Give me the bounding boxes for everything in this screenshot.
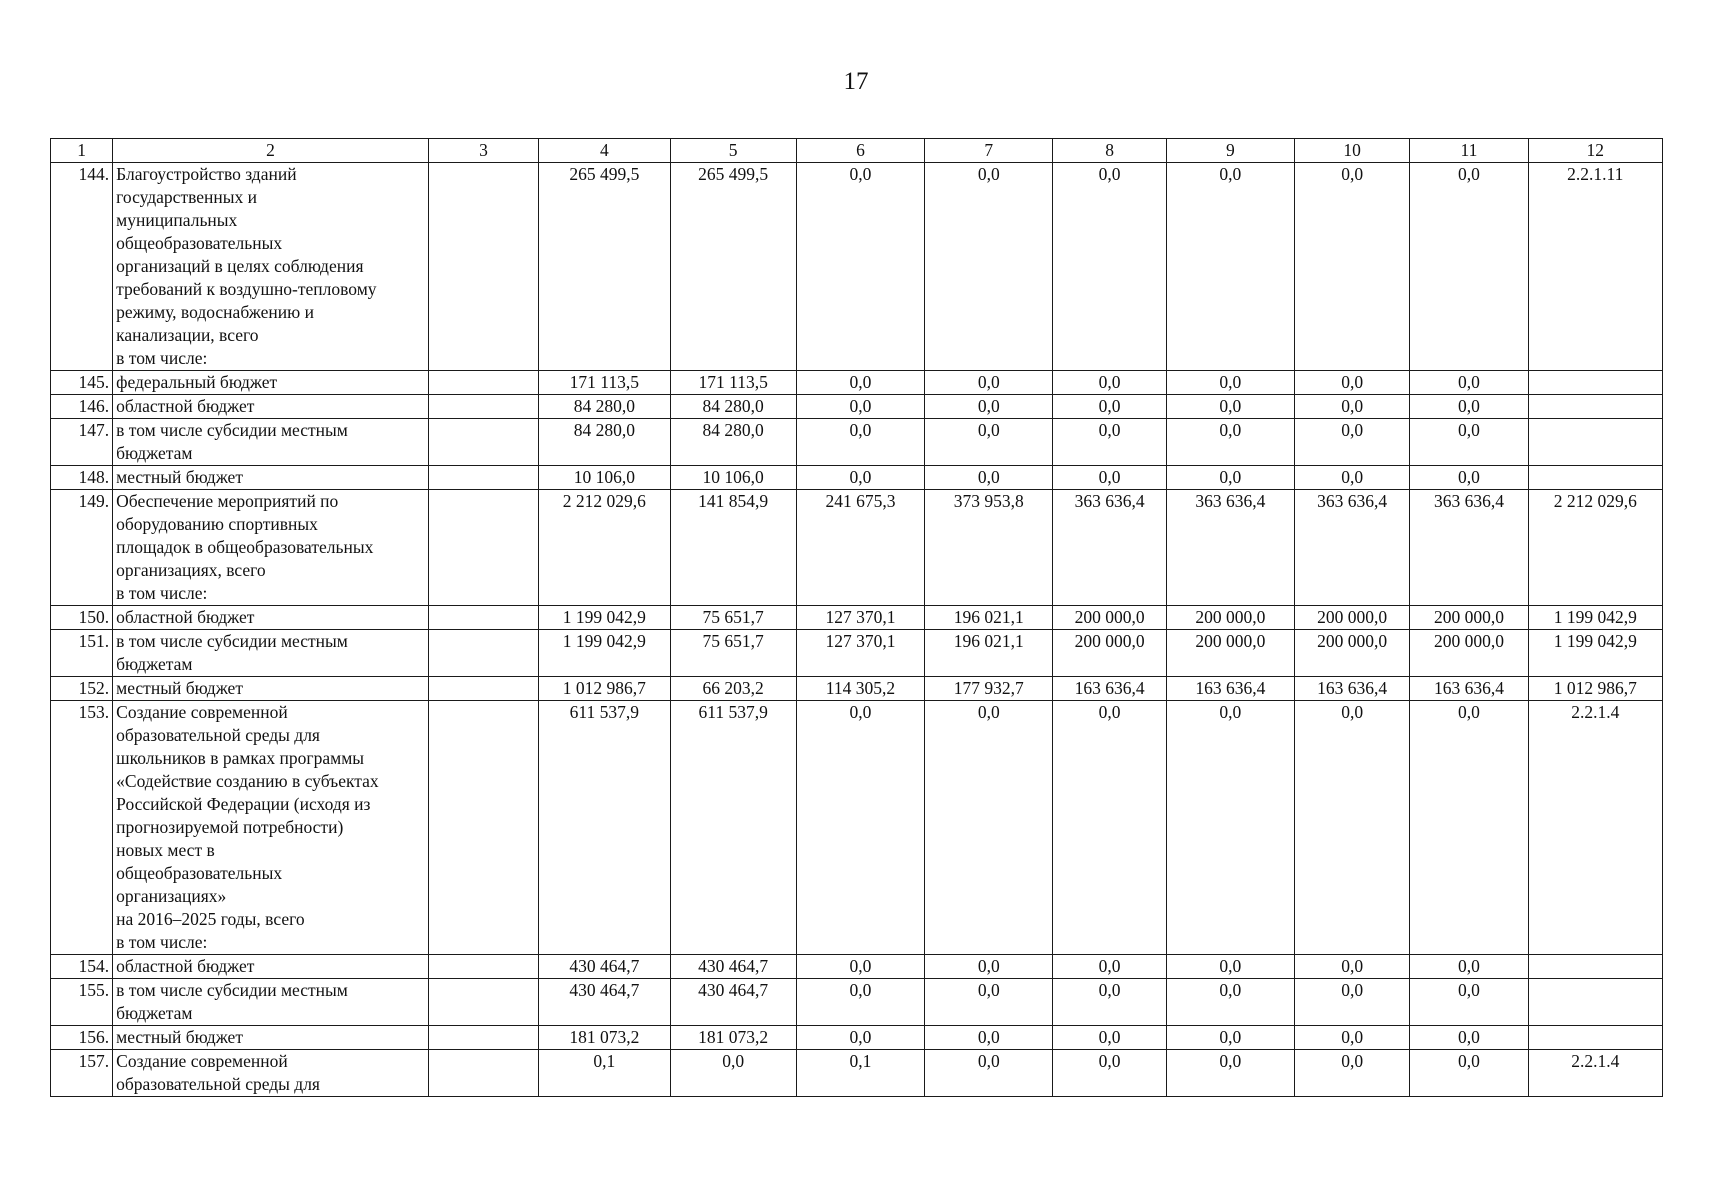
row-name-line: местный бюджет: [116, 1027, 243, 1047]
row-value-col-6: 0,0: [796, 466, 924, 490]
column-number-header: [51, 139, 1663, 163]
row-value-col-7: 0,0: [925, 701, 1053, 955]
row-name-line: в том числе субсидии местным: [116, 631, 348, 651]
row-value-col-4: 1 199 042,9: [539, 606, 670, 630]
row-name-line: местный бюджет: [116, 467, 243, 487]
row-value-col-5: 75 651,7: [670, 630, 796, 677]
row-name-line: бюджетам: [116, 654, 193, 674]
row-number: 153.: [51, 701, 113, 955]
row-value-col-5: 0,0: [670, 1050, 796, 1097]
row-value-col-10: 0,0: [1295, 955, 1410, 979]
row-name-line: образовательной среды для: [116, 725, 320, 745]
row-name-line: в том числе:: [116, 348, 208, 368]
column-header-9: 9: [1166, 139, 1294, 163]
row-number: 155.: [51, 979, 113, 1026]
row-value-col-9: 200 000,0: [1166, 606, 1294, 630]
row-value-col-11: 200 000,0: [1410, 606, 1528, 630]
row-name-line: в том числе субсидии местным: [116, 980, 348, 1000]
column-header-8: 8: [1053, 139, 1166, 163]
row-value-col-10: 200 000,0: [1295, 630, 1410, 677]
row-value-col-10: 0,0: [1295, 1026, 1410, 1050]
row-value-col-8: 0,0: [1053, 395, 1166, 419]
row-name-line: местный бюджет: [116, 678, 243, 698]
column-header-4: 4: [539, 139, 670, 163]
row-name: [113, 955, 429, 979]
row-value-col-9: 0,0: [1166, 395, 1294, 419]
row-value-col-9: 0,0: [1166, 419, 1294, 466]
row-value-col-11: 0,0: [1410, 701, 1528, 955]
row-name-line: Благоустройство зданий: [116, 164, 297, 184]
table-row: [51, 701, 1663, 955]
row-value-col-11: 0,0: [1410, 419, 1528, 466]
row-name: [113, 606, 429, 630]
row-name-line: бюджетам: [116, 443, 193, 463]
row-column-12: 2.2.1.11: [1528, 163, 1662, 371]
row-value-col-7: 196 021,1: [925, 606, 1053, 630]
row-value-col-8: 0,0: [1053, 419, 1166, 466]
row-value-col-11: 363 636,4: [1410, 490, 1528, 606]
row-name-line: на 2016–2025 годы, всего: [116, 909, 305, 929]
row-value-col-10: 0,0: [1295, 1050, 1410, 1097]
row-number: 149.: [51, 490, 113, 606]
row-name: [113, 1050, 429, 1097]
table-row: [51, 1050, 1663, 1097]
row-value-col-11: 0,0: [1410, 163, 1528, 371]
row-value-col-7: 0,0: [925, 1026, 1053, 1050]
row-number: 157.: [51, 1050, 113, 1097]
row-value-col-6: 241 675,3: [796, 490, 924, 606]
row-value-col-10: 0,0: [1295, 466, 1410, 490]
row-value-col-4: 171 113,5: [539, 371, 670, 395]
row-name: [113, 490, 429, 606]
row-value-col-10: 200 000,0: [1295, 606, 1410, 630]
row-name-line: Создание современной: [116, 1051, 288, 1071]
row-value-col-7: 0,0: [925, 419, 1053, 466]
row-value-col-9: 0,0: [1166, 1050, 1294, 1097]
row-column-3: [428, 371, 538, 395]
column-header-2: 2: [113, 139, 429, 163]
row-value-col-10: 163 636,4: [1295, 677, 1410, 701]
row-column-12: [1528, 371, 1662, 395]
row-name-line: областной бюджет: [116, 607, 255, 627]
row-value-col-7: 0,0: [925, 163, 1053, 371]
row-name-line: в том числе субсидии местным: [116, 420, 348, 440]
row-value-col-8: 0,0: [1053, 955, 1166, 979]
row-value-col-8: 0,0: [1053, 979, 1166, 1026]
row-value-col-6: 0,0: [796, 701, 924, 955]
row-number: 148.: [51, 466, 113, 490]
row-name: [113, 419, 429, 466]
row-value-col-9: 0,0: [1166, 371, 1294, 395]
row-value-col-9: 363 636,4: [1166, 490, 1294, 606]
row-value-col-5: 265 499,5: [670, 163, 796, 371]
table-row: [51, 419, 1663, 466]
row-value-col-4: 430 464,7: [539, 955, 670, 979]
row-value-col-10: 0,0: [1295, 163, 1410, 371]
table-row: [51, 371, 1663, 395]
row-value-col-5: 141 854,9: [670, 490, 796, 606]
row-column-12: 2 212 029,6: [1528, 490, 1662, 606]
table-row: [51, 163, 1663, 371]
row-value-col-6: 0,0: [796, 371, 924, 395]
row-column-12: [1528, 955, 1662, 979]
row-column-3: [428, 466, 538, 490]
row-column-12: 2.2.1.4: [1528, 701, 1662, 955]
row-value-col-4: 1 199 042,9: [539, 630, 670, 677]
table-row: [51, 395, 1663, 419]
row-column-3: [428, 677, 538, 701]
row-value-col-11: 0,0: [1410, 1026, 1528, 1050]
row-value-col-9: 0,0: [1166, 979, 1294, 1026]
row-value-col-8: 363 636,4: [1053, 490, 1166, 606]
row-value-col-7: 373 953,8: [925, 490, 1053, 606]
row-number: 156.: [51, 1026, 113, 1050]
row-column-12: 1 199 042,9: [1528, 630, 1662, 677]
row-value-col-5: 171 113,5: [670, 371, 796, 395]
row-name-line: прогнозируемой потребности): [116, 817, 344, 837]
row-value-col-7: 177 932,7: [925, 677, 1053, 701]
row-value-col-7: 196 021,1: [925, 630, 1053, 677]
row-value-col-8: 0,0: [1053, 466, 1166, 490]
row-number: 147.: [51, 419, 113, 466]
row-name-line: требований к воздушно-тепловому: [116, 279, 377, 299]
row-value-col-5: 430 464,7: [670, 955, 796, 979]
row-value-col-7: 0,0: [925, 955, 1053, 979]
row-value-col-6: 0,0: [796, 955, 924, 979]
column-header-1: 1: [51, 139, 113, 163]
row-value-col-4: 1 012 986,7: [539, 677, 670, 701]
row-name-line: в том числе:: [116, 583, 208, 603]
row-name: [113, 466, 429, 490]
row-value-col-5: 611 537,9: [670, 701, 796, 955]
row-name-line: областной бюджет: [116, 396, 255, 416]
row-value-col-10: 0,0: [1295, 979, 1410, 1026]
table-row: [51, 677, 1663, 701]
table-row: [51, 466, 1663, 490]
row-value-col-11: 0,0: [1410, 1050, 1528, 1097]
row-value-col-8: 0,0: [1053, 1050, 1166, 1097]
row-name-line: бюджетам: [116, 1003, 193, 1023]
row-value-col-6: 127 370,1: [796, 630, 924, 677]
row-value-col-11: 163 636,4: [1410, 677, 1528, 701]
row-column-3: [428, 419, 538, 466]
column-header-7: 7: [925, 139, 1053, 163]
row-value-col-10: 0,0: [1295, 419, 1410, 466]
row-name-line: Российской Федерации (исходя из: [116, 794, 371, 814]
row-value-col-7: 0,0: [925, 395, 1053, 419]
column-header-11: 11: [1410, 139, 1528, 163]
row-column-3: [428, 606, 538, 630]
row-column-3: [428, 490, 538, 606]
row-value-col-10: 0,0: [1295, 701, 1410, 955]
row-value-col-10: 0,0: [1295, 395, 1410, 419]
row-value-col-9: 0,0: [1166, 955, 1294, 979]
column-header-5: 5: [670, 139, 796, 163]
row-name-line: государственных и: [116, 187, 257, 207]
row-value-col-4: 430 464,7: [539, 979, 670, 1026]
budget-table: [50, 138, 1663, 1097]
row-value-col-6: 0,1: [796, 1050, 924, 1097]
row-value-col-9: 0,0: [1166, 701, 1294, 955]
row-name: [113, 979, 429, 1026]
row-number: 144.: [51, 163, 113, 371]
row-number: 152.: [51, 677, 113, 701]
row-name: [113, 677, 429, 701]
row-value-col-7: 0,0: [925, 1050, 1053, 1097]
column-header-6: 6: [796, 139, 924, 163]
row-name: [113, 1026, 429, 1050]
row-number: 151.: [51, 630, 113, 677]
row-value-col-8: 0,0: [1053, 371, 1166, 395]
table-row: [51, 630, 1663, 677]
column-header-10: 10: [1295, 139, 1410, 163]
row-value-col-6: 0,0: [796, 395, 924, 419]
row-column-12: [1528, 466, 1662, 490]
row-name-line: организациях»: [116, 886, 227, 906]
row-name-line: общеобразовательных: [116, 233, 283, 253]
row-value-col-8: 0,0: [1053, 701, 1166, 955]
row-value-col-6: 0,0: [796, 163, 924, 371]
row-number: 150.: [51, 606, 113, 630]
row-name-line: в том числе:: [116, 932, 208, 952]
row-column-3: [428, 1050, 538, 1097]
row-value-col-10: 363 636,4: [1295, 490, 1410, 606]
row-name-line: канализации, всего: [116, 325, 259, 345]
table-row: [51, 955, 1663, 979]
row-value-col-8: 200 000,0: [1053, 606, 1166, 630]
row-value-col-9: 200 000,0: [1166, 630, 1294, 677]
row-name-line: оборудованию спортивных: [116, 514, 318, 534]
row-name-line: организаций в целях соблюдения: [116, 256, 364, 276]
row-column-3: [428, 701, 538, 955]
row-value-col-4: 84 280,0: [539, 419, 670, 466]
row-column-12: 1 012 986,7: [1528, 677, 1662, 701]
row-column-3: [428, 955, 538, 979]
row-name-line: организациях, всего: [116, 560, 266, 580]
row-value-col-4: 181 073,2: [539, 1026, 670, 1050]
row-value-col-8: 0,0: [1053, 163, 1166, 371]
row-value-col-6: 0,0: [796, 1026, 924, 1050]
table-body: [51, 139, 1663, 1097]
table-row: [51, 979, 1663, 1026]
row-column-12: [1528, 1026, 1662, 1050]
row-name-line: режиму, водоснабжению и: [116, 302, 314, 322]
row-value-col-6: 114 305,2: [796, 677, 924, 701]
row-value-col-4: 611 537,9: [539, 701, 670, 955]
row-value-col-5: 66 203,2: [670, 677, 796, 701]
row-name-line: площадок в общеобразовательных: [116, 537, 374, 557]
row-value-col-9: 163 636,4: [1166, 677, 1294, 701]
row-name-line: новых мест в: [116, 840, 215, 860]
row-value-col-6: 127 370,1: [796, 606, 924, 630]
table-row: [51, 490, 1663, 606]
row-column-12: [1528, 979, 1662, 1026]
column-header-3: 3: [428, 139, 538, 163]
row-value-col-7: 0,0: [925, 371, 1053, 395]
row-column-3: [428, 979, 538, 1026]
row-column-12: [1528, 395, 1662, 419]
row-value-col-8: 200 000,0: [1053, 630, 1166, 677]
row-value-col-5: 430 464,7: [670, 979, 796, 1026]
row-number: 145.: [51, 371, 113, 395]
row-value-col-6: 0,0: [796, 979, 924, 1026]
row-value-col-5: 84 280,0: [670, 395, 796, 419]
row-name: [113, 371, 429, 395]
row-value-col-4: 10 106,0: [539, 466, 670, 490]
row-value-col-4: 2 212 029,6: [539, 490, 670, 606]
row-value-col-11: 0,0: [1410, 466, 1528, 490]
row-name-line: «Содействие созданию в субъектах: [116, 771, 379, 791]
row-value-col-4: 0,1: [539, 1050, 670, 1097]
table-row: [51, 1026, 1663, 1050]
row-value-col-10: 0,0: [1295, 371, 1410, 395]
page-number: 17: [843, 68, 869, 95]
row-value-col-5: 75 651,7: [670, 606, 796, 630]
row-value-col-7: 0,0: [925, 979, 1053, 1026]
row-value-col-11: 0,0: [1410, 371, 1528, 395]
row-number: 154.: [51, 955, 113, 979]
row-name-line: муниципальных: [116, 210, 238, 230]
row-value-col-7: 0,0: [925, 466, 1053, 490]
row-column-3: [428, 1026, 538, 1050]
row-value-col-5: 84 280,0: [670, 419, 796, 466]
row-name-line: школьников в рамках программы: [116, 748, 365, 768]
row-name: [113, 163, 429, 371]
row-name-line: общеобразовательных: [116, 863, 283, 883]
row-name-line: образовательной среды для: [116, 1074, 320, 1094]
row-value-col-8: 163 636,4: [1053, 677, 1166, 701]
row-value-col-5: 10 106,0: [670, 466, 796, 490]
row-column-3: [428, 395, 538, 419]
row-value-col-9: 0,0: [1166, 163, 1294, 371]
row-name: [113, 701, 429, 955]
row-name-line: Обеспечение мероприятий по: [116, 491, 339, 511]
row-column-12: 1 199 042,9: [1528, 606, 1662, 630]
row-value-col-11: 200 000,0: [1410, 630, 1528, 677]
row-value-col-9: 0,0: [1166, 466, 1294, 490]
row-column-3: [428, 163, 538, 371]
row-name-line: Создание современной: [116, 702, 288, 722]
row-value-col-9: 0,0: [1166, 1026, 1294, 1050]
table-row: [51, 606, 1663, 630]
row-value-col-4: 265 499,5: [539, 163, 670, 371]
row-value-col-11: 0,0: [1410, 395, 1528, 419]
row-name-line: областной бюджет: [116, 956, 255, 976]
row-column-12: [1528, 419, 1662, 466]
row-column-3: [428, 630, 538, 677]
row-name: [113, 395, 429, 419]
row-value-col-6: 0,0: [796, 419, 924, 466]
row-name-line: федеральный бюджет: [116, 372, 278, 392]
row-value-col-4: 84 280,0: [539, 395, 670, 419]
row-column-12: 2.2.1.4: [1528, 1050, 1662, 1097]
row-number: 146.: [51, 395, 113, 419]
row-value-col-11: 0,0: [1410, 955, 1528, 979]
column-header-12: 12: [1528, 139, 1662, 163]
row-value-col-8: 0,0: [1053, 1026, 1166, 1050]
row-value-col-5: 181 073,2: [670, 1026, 796, 1050]
row-value-col-11: 0,0: [1410, 979, 1528, 1026]
row-name: [113, 630, 429, 677]
